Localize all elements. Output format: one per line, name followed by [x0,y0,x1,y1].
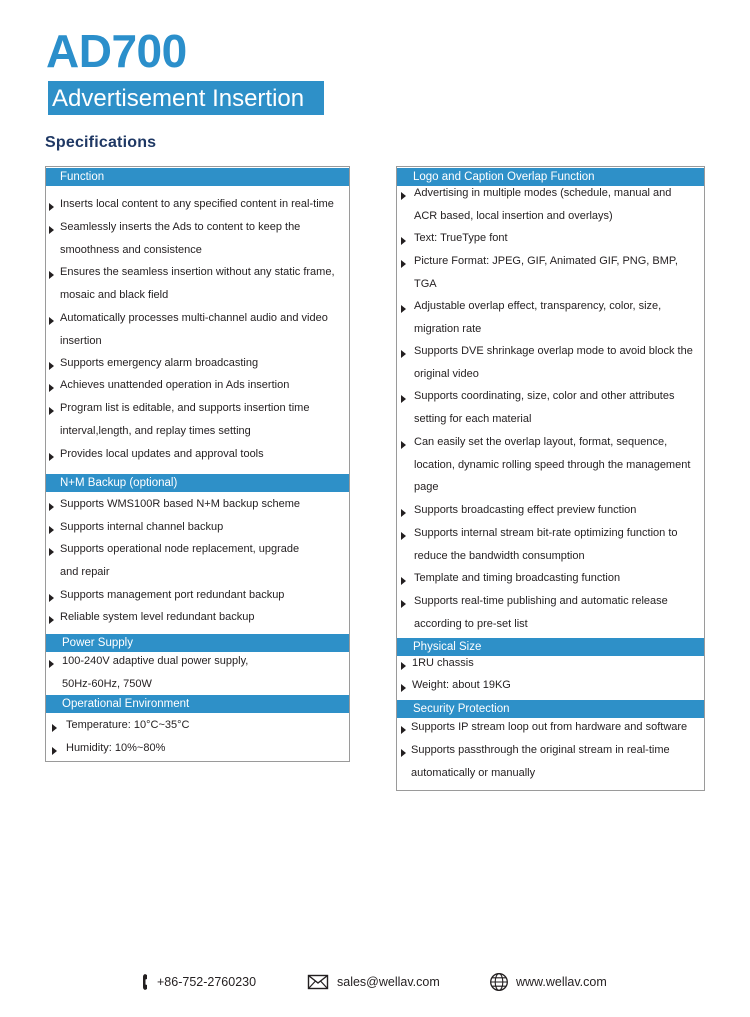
spec-item [60,443,264,466]
spec-item-line: Supports WMS100R based N+M backup scheme [60,498,300,510]
spec-item [411,739,670,784]
bullet-icon [401,441,406,449]
bullet-icon [49,453,54,461]
spec-item [414,340,693,385]
spec-item [414,182,671,227]
bullet-icon [401,684,406,692]
bullet-icon [49,362,54,370]
spec-item [60,193,334,216]
footer-website[interactable]: www.wellav.com [516,975,607,989]
spec-item [60,307,328,352]
spec-item-line: Picture Format: JPEG, GIF, Animated GIF, PNG, BMP, [414,255,678,267]
spec-item-line: Adjustable overlap effect, transparency, color, size, [414,300,662,312]
spec-item [60,216,300,261]
bullet-icon [401,237,406,245]
spec-item [412,652,474,675]
spec-item-line: Supports passthrough the original stream in real-time [411,744,670,756]
spec-item-line: Temperature: 10°C~35°C [66,719,190,731]
spec-item [411,716,687,739]
bullet-icon [49,226,54,234]
section-header-n-m-backup-optional: N+M Backup (optional) [46,474,349,492]
spec-item-line: mosaic and black field [60,288,169,301]
bullet-icon [49,548,54,556]
spec-item [66,737,165,760]
spec-item [414,590,668,635]
spec-item [414,522,678,567]
spec-item [60,538,299,583]
bullet-icon [401,350,406,358]
spec-item [414,431,690,499]
spec-item [66,714,189,737]
spec-item-line: Can easily set the overlap layout, format, sequence, [414,436,668,448]
spec-item-line: insertion [60,334,102,347]
spec-item-line: interval,length, and replay times setting [60,424,251,437]
bullet-icon [49,317,54,325]
spec-item-line: Supports IP stream loop out from hardware and software [411,721,688,733]
spec-item-line: Ensures the seamless insertion without any static frame, [60,266,335,278]
footer-phone: +86-752-2760230 [157,975,257,989]
spec-item-line: Inserts local content to any specified content in real-time [60,198,334,210]
spec-item [60,352,258,375]
bullet-icon [49,271,54,279]
spec-item-line: Supports internal channel backup [60,521,224,533]
spec-item [414,567,620,590]
globe-icon [489,972,509,992]
specifications-heading: Specifications [45,134,157,151]
spec-item-line: Program list is editable, and supports insertion time [60,402,310,414]
spec-item [414,295,661,340]
bullet-icon [401,749,406,757]
spec-item-line: Supports coordinating, size, color and other attributes [414,390,675,402]
section-header-security-protection: Security Protection [397,700,704,718]
spec-item-line: Supports operational node replacement, upgrade [60,543,300,555]
bullet-icon [401,260,406,268]
spec-item [60,606,254,629]
bullet-icon [401,509,406,517]
bullet-icon [49,526,54,534]
product-title: AD700 [46,25,187,77]
section-header-power-supply: Power Supply [46,634,349,652]
bullet-icon [401,305,406,313]
spec-item [60,374,289,397]
bullet-icon [52,747,57,755]
section-header-operational-environment: Operational Environment [46,695,349,713]
spec-item-line: Automatically processes multi-channel audio and video [60,312,328,324]
spec-item-line: Supports DVE shrinkage overlap mode to avoid block the [414,345,693,357]
spec-item-line: 100-240V adaptive dual power supply, [62,655,249,667]
bullet-icon [401,662,406,670]
bullet-icon [401,726,406,734]
bullet-icon [49,384,54,392]
bullet-icon [401,532,406,540]
spec-item-line: Supports internal stream bit-rate optimizing function to [414,527,678,539]
spec-item-line: location, dynamic rolling speed through the management [414,458,691,471]
spec-item-line: Achieves unattended operation in Ads insertion [60,379,290,391]
spec-item-line: Supports real-time publishing and automatic release [414,595,668,607]
bullet-icon [52,724,57,732]
bullet-icon [49,660,54,668]
bullet-icon [49,616,54,624]
spec-item [60,493,300,516]
section-header-logo-and-caption-overlap-function: Logo and Caption Overlap Function [397,168,704,186]
spec-item [60,397,309,442]
spec-item [414,385,674,430]
spec-item [412,674,511,697]
spec-item-line: 1RU chassis [412,657,474,669]
left-spec-column [45,166,350,762]
bullet-icon [401,577,406,585]
bullet-icon [401,395,406,403]
spec-item-line: TGA [414,277,437,290]
spec-item-line: Advertising in multiple modes (schedule, manual and [414,187,672,199]
spec-item [414,250,678,295]
spec-item [60,516,223,539]
spec-item-line: Supports emergency alarm broadcasting [60,357,259,369]
spec-item-line: Supports broadcasting effect preview function [414,504,637,516]
spec-item [60,261,335,306]
spec-item-line: automatically or manually [411,766,536,779]
spec-item [62,650,248,695]
spec-item-line: reduce the bandwidth consumption [414,549,585,562]
spec-item-line: Provides local updates and approval tools [60,448,264,460]
spec-item-line: ACR based, local insertion and overlays) [414,209,613,222]
bullet-icon [49,594,54,602]
bullet-icon [49,503,54,511]
spec-item-line: Template and timing broadcasting function [414,572,621,584]
spec-item-line: Seamlessly inserts the Ads to content to keep the [60,221,301,233]
spec-item-line: 50Hz-60Hz, 750W [62,677,152,690]
spec-item-line: Text: TrueType font [414,232,508,244]
spec-item-line: original video [414,367,479,380]
spec-item-line: and repair [60,565,110,578]
bullet-icon [401,192,406,200]
section-header-function: Function [46,168,349,186]
spec-item-line: smoothness and consistence [60,243,202,256]
spec-item-line: Reliable system level redundant backup [60,611,255,623]
footer-email[interactable]: sales@wellav.com [337,975,440,989]
spec-item-line: Supports management port redundant backup [60,589,285,601]
email-icon [307,972,329,992]
bullet-icon [49,203,54,211]
spec-item [414,499,636,522]
spec-item-line: according to pre-set list [414,617,528,630]
spec-item-line: setting for each material [414,412,532,425]
product-subtitle: Advertisement Insertion [48,81,324,115]
phone-icon [139,972,159,992]
bullet-icon [401,600,406,608]
spec-item [60,584,284,607]
spec-item-line: Humidity: 10%~80% [66,742,166,754]
spec-item-line: page [414,481,439,494]
spec-item [414,227,508,250]
spec-item-line: Weight: about 19KG [412,679,511,691]
spec-item-line: migration rate [414,322,482,335]
bullet-icon [49,407,54,415]
section-header-physical-size: Physical Size [397,638,704,656]
right-spec-column [396,166,705,791]
